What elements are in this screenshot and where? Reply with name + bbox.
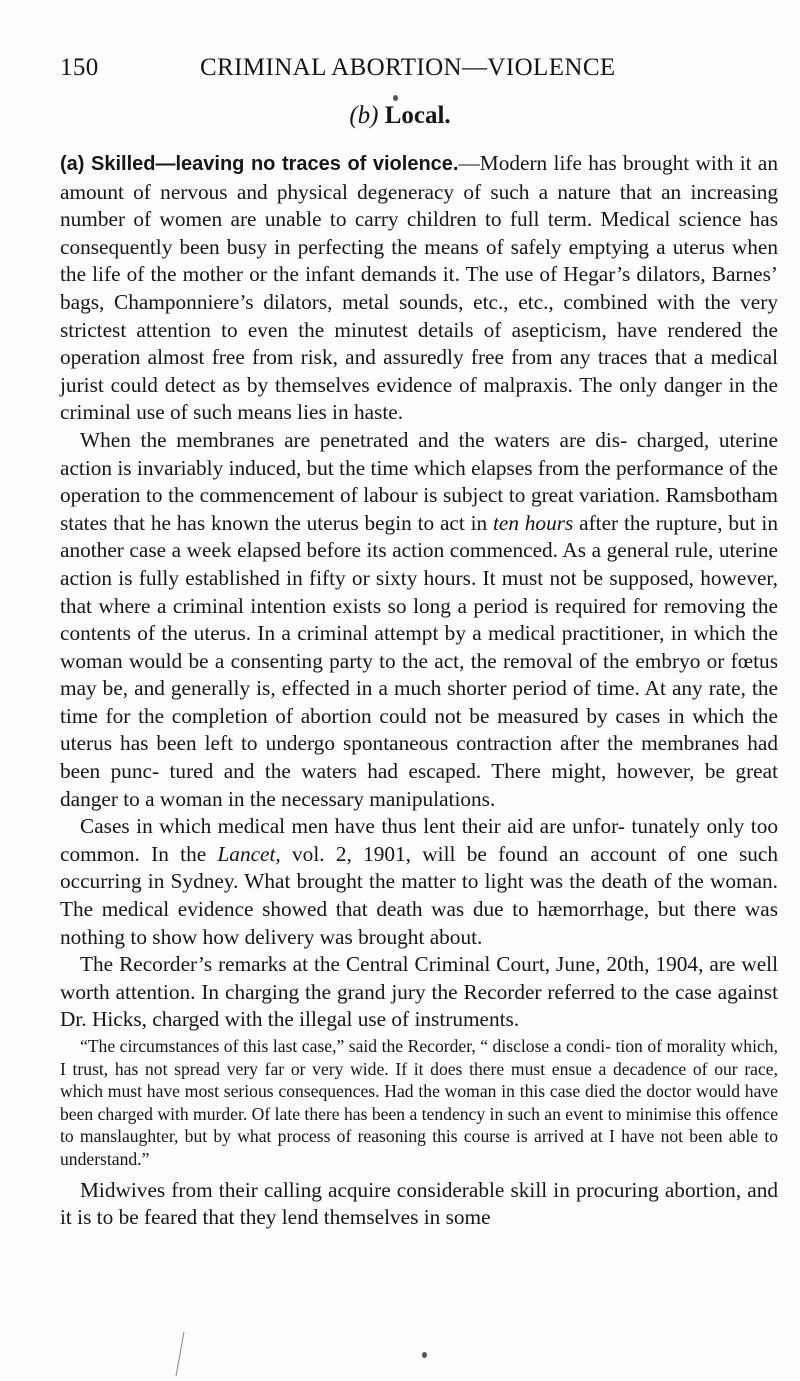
margin-mark [172, 1330, 186, 1380]
ink-speck [393, 95, 398, 101]
section-heading [0, 102, 800, 130]
paragraph-text: after the rupture, but in another case a week elapsed before its action commenced. As a general rule, uterine action is fully established in fifty or sixty hours. It must not be supposed, however, that where a criminal intention exists so long a period is required for removing the contents of the uterus. In a criminal attempt by a medical practitioner, in which the woman would be a consenting party to the act, the removal of the embryo or fœtus may be, and generally is, effected in a much shorter period of time. At any rate, the time for the completion of abortion could not be measured by cases in which the uterus has been left to undergo spontaneous contraction after the membranes had been punc- tured and the waters had escaped. There might, however, be great danger to a woman in the necessary manipulations. [60, 510, 778, 811]
paragraph-midwives: Midwives from their calling acquire considerable skill in procuring abortion, and it is to be feared that they lend themselves in some [60, 1177, 778, 1230]
running-title: CRIMINAL ABORTION—VIOLENCE [200, 54, 616, 81]
running-header [60, 54, 750, 88]
paragraph-recorder: The Recorder’s remarks at the Central Criminal Court, June, 20th, 1904, are well worth attention. In charging the grand jury the Recorder referred to the case against Dr. Hicks, charged with the illegal use of instruments. [60, 952, 778, 1032]
paragraph-lead-heading: (a) Skilled—leaving no traces of violence. [60, 153, 459, 175]
paragraph-membranes [60, 427, 778, 813]
paragraph-text: vol. 2, 1901, will be found an account of one such occurring in Sydney. What brought the matter to light was the death of the woman. The medical evidence showed that death was due to hæmorrhage, but there was nothing to show how delivery was brought about. [60, 841, 778, 949]
page-number: 150 [60, 54, 99, 81]
journal-title: Lancet, [217, 841, 281, 866]
paragraph-text: —Modern life has brought with it an amount of nervous and physical degeneracy of such a nature that an increasing number of women are unable to carry children to full term. Medical science has consequently been busy in perfecting the means of safely emptying a uterus when the life of the mother or the infant demands it. The use of Hegar’s dilators, Barnes’ bags, Champonniere’s dilators, metal sounds, etc., etc., combined with the very strictest attention to even the minutest details of asepticism, have rendered the operation almost free from risk, and assuredly free from any traces that a medical jurist could detect as by themselves evidence of malpraxis. The only danger in the criminal use of such means lies in haste. [60, 151, 778, 425]
emphasis-text: ten hours [492, 510, 574, 535]
section-title: Local. [384, 102, 451, 129]
paragraph-text: When the membranes are penetrated and the waters are dis- charged, uterine action is invariably induced, but the time which elapses from the performance of the operation to the commencement of labour is subject to great variation. Ramsbotham states that he has known the uterus begin to act in [60, 427, 778, 535]
paragraph-text: Cases in which medical men have thus lent their aid are unfor- tunately only too common. In the [60, 814, 778, 866]
body-text [60, 150, 778, 1232]
block-quote: “The circumstances of this last case,” said the Recorder, “ disclose a condi- tion of morality which, I trust, has not spread very far or very wide. If it does there must ensue a decadence of our race, which must have most serious consequences. Had the woman in this case died the doctor would have been charged with murder. Of late there has been a tendency in such an event to minimise this offence to manslaughter, but by what process of reasoning this course is arrived at I have not been able to understand.” [60, 1036, 779, 1169]
section-label: (b) [349, 102, 379, 129]
ink-speck [422, 1352, 427, 1358]
paragraph-skilled [60, 150, 778, 427]
paragraph-cases [60, 813, 778, 951]
